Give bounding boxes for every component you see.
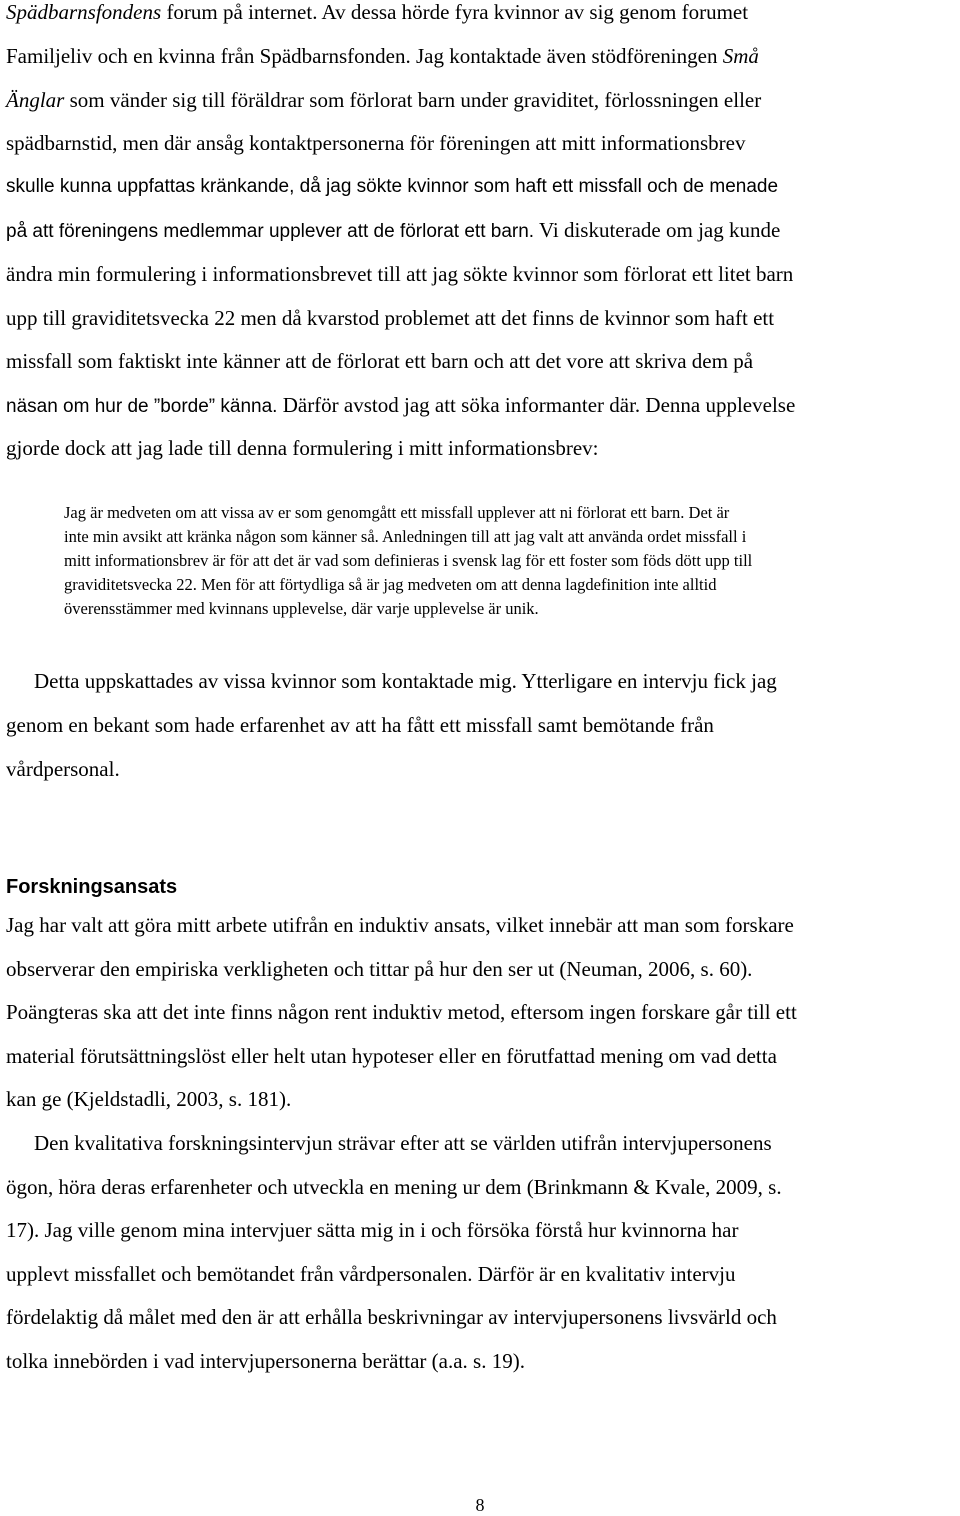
quote-line: graviditetsvecka 22. Men för att förtydliga så är jag medveten om att denna lagdefinition inte alltid: [64, 575, 717, 594]
quote-line: Jag är medveten om att vissa av er som genomgått ett missfall upplever att ni förlorat ett barn. Det är: [64, 503, 730, 522]
body-line: näsan om hur de ”borde” känna. Därför avstod jag att söka informanter där. Denna upplevelse: [6, 393, 796, 417]
body-line: Detta uppskattades av vissa kvinnor som kontaktade mig. Ytterligare en intervju fick jag: [34, 669, 777, 693]
quote-line: överensstämmer med kvinnans upplevelse, där varje upplevelse är unik.: [64, 599, 539, 618]
quote-line: mitt informationsbrev är för att det är vad som definieras i svensk lag för ett foster som föds dött upp till: [64, 551, 753, 570]
body-line: kan ge (Kjeldstadli, 2003, s. 181).: [6, 1087, 292, 1111]
italic-text: Små: [722, 44, 759, 68]
body-line: skulle kunna uppfattas kränkande, då jag sökte kvinnor som haft ett missfall och de menade: [6, 176, 779, 197]
body-line: Poängteras ska att det inte finns någon rent induktiv metod, eftersom ingen forskare går till ett: [6, 1000, 797, 1024]
quote-line: inte min avsikt att kränka någon som känner så. Anledningen till att jag valt att använda ordet missfall i: [64, 527, 747, 546]
body-line: observerar den empiriska verkligheten och tittar på hur den ser ut (Neuman, 2006, s. 60).: [6, 957, 753, 981]
body-line: genom en bekant som hade erfarenhet av att ha fått ett missfall samt bemötande från: [6, 713, 714, 737]
body-line: ändra min formulering i informationsbrevet till att jag sökte kvinnor som förlorat ett litet barn: [6, 262, 794, 286]
italic-text: Änglar: [6, 88, 65, 112]
page-number: 8: [475, 1495, 485, 1515]
body-line: Familjeliv och en kvinna från Spädbarnsfonden. Jag kontaktade även stödföreningen Små: [6, 44, 759, 68]
body-line: missfall som faktiskt inte känner att de förlorat ett barn och att det vore att skriva dem på: [6, 349, 754, 373]
section-heading: Forskningsansats: [6, 876, 178, 898]
body-line: Jag har valt att göra mitt arbete utifrån en induktiv ansats, vilket innebär att man som forskare: [6, 913, 794, 937]
body-line: ögon, höra deras erfarenheter och utveckla en mening ur dem (Brinkmann & Kvale, 2009, s.: [6, 1175, 782, 1199]
body-line: upp till graviditetsvecka 22 men då kvarstod problemet att det finns de kvinnor som haft ett: [6, 306, 775, 330]
body-line: på att föreningens medlemmar upplever att de förlorat ett barn. Vi diskuterade om jag kunde: [6, 218, 781, 242]
body-line: spädbarnstid, men där ansåg kontaktpersonerna för föreningen att mitt informationsbrev: [6, 131, 746, 155]
body-line: Spädbarnsfondens forum på internet. Av dessa hörde fyra kvinnor av sig genom forumet: [6, 0, 749, 24]
body-line: vårdpersonal.: [6, 757, 120, 781]
body-line: fördelaktig då målet med den är att erhålla beskrivningar av intervjupersonens livsvärld och: [6, 1305, 777, 1329]
italic-text: Spädbarnsfondens: [6, 0, 162, 24]
body-line: 17). Jag ville genom mina intervjuer sätta mig in i och försöka förstå hur kvinnorna har: [6, 1218, 739, 1242]
body-line: gjorde dock att jag lade till denna formulering i mitt informationsbrev:: [6, 436, 599, 460]
body-line: Änglar som vänder sig till föräldrar som förlorat barn under graviditet, förlossningen eller: [6, 88, 762, 112]
body-line: upplevt missfallet och bemötandet från vårdpersonalen. Därför är en kvalitativ intervju: [6, 1262, 736, 1286]
body-line: Den kvalitativa forskningsintervjun strävar efter att se världen utifrån intervjupersonens: [34, 1131, 772, 1155]
body-line: material förutsättningslöst eller helt utan hypoteser eller en förutfattad mening om vad detta: [6, 1044, 777, 1068]
body-line: tolka innebörden i vad intervjupersonerna berättar (a.a. s. 19).: [6, 1349, 525, 1373]
